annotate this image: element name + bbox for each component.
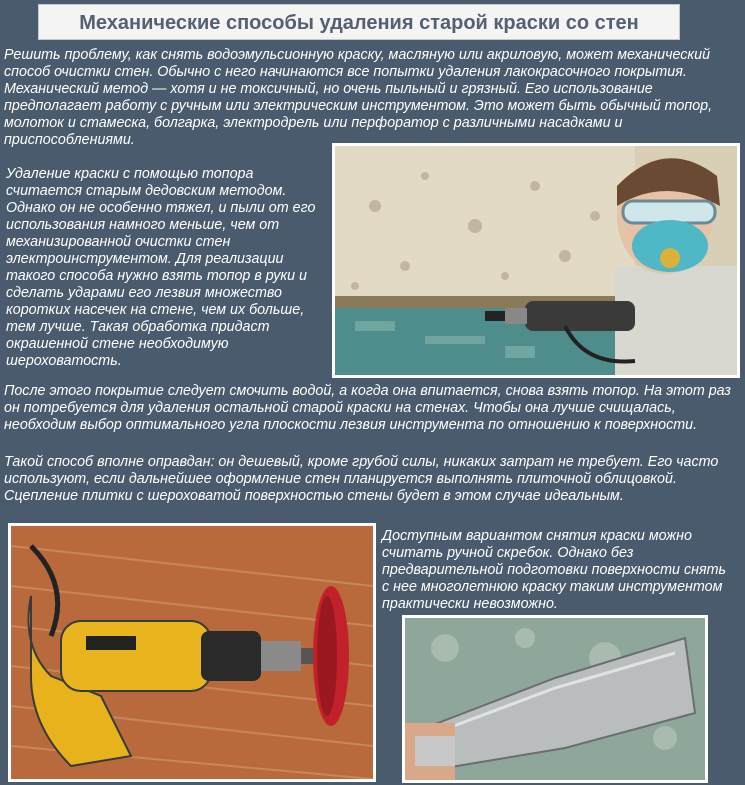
worker-photo-illustration	[335, 146, 737, 375]
paragraph-axe: Удаление краски с помощью топора считается старым дедовским методом. Однако он не особенно тяжел, и пыли от его использования намного меньше, чем от механизированной очистки стен электроинструментом. Для реализации такого способа нужно взять топор в руки и сделать ударами его лезвия множество коротких насечек на стене, чем их больше, тем лучше. Такая обработка придаст окрашенной стене необходимую шероховатость.	[6, 166, 316, 369]
scraper-photo	[402, 615, 708, 783]
scraper-photo-illustration	[405, 618, 705, 780]
page-title: Механические способы удаления старой краски со стен	[79, 12, 639, 34]
paragraph-water: После этого покрытие следует смочить водой, а когда она впитается, снова взять топор. На этот раз он потребуется для удаления остальной старой краски на стенах. Чтобы она лучше счищалась, необходим выбор оптимального угла плоскости лезвия инструмента по отношению к поверхности.	[4, 383, 731, 433]
paragraph-scraper: Доступным вариантом снятия краски можно считать ручной скребок. Однако без предварительной подготовки поверхности снять с нее многолетнюю краску таким инструментом практически невозможно.	[382, 528, 727, 612]
paragraph-justified: Такой способ вполне оправдан: он дешевый, кроме грубой силы, никаких затрат не требует. Его часто используют, если дальнейшее оформление стен планируется выполнять плиточной облицовкой. Сцепление плитки с шероховатой поверхностью стены будет в этом случае идеальным.	[4, 454, 719, 504]
worker-with-drill-photo	[332, 143, 740, 378]
drill-photo-illustration	[11, 526, 373, 779]
title-banner	[38, 4, 680, 40]
paragraph-intro: Решить проблему, как снять водоэмульсионную краску, масляную или акриловую, может механический способ очистки стен. Обычно с него начинаются все попытки удаления лакокрасочного покрытия. Механический метод — хотя и не токсичный, но очень пыльный и грязный. Его использование предполагает работу с ручным или электрическим инструментом. Это может быть обычный топор, молоток и стамеска, болгарка, электродрель или перфоратор с различными насадками и приспособлениями.	[4, 47, 713, 148]
drill-with-disc-photo	[8, 523, 376, 782]
